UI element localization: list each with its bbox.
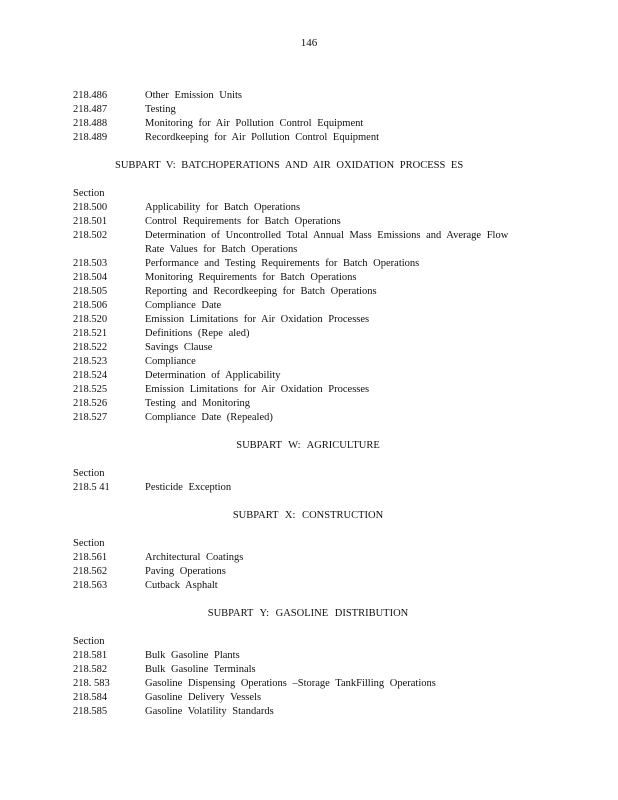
section-number: 218.489: [73, 132, 108, 143]
section-title: Pesticide Exception: [145, 482, 232, 493]
list-item: [73, 579, 543, 593]
section-number: 218.504: [73, 272, 108, 283]
subpart-x-heading: SUBPART X: CONSTRUCTION: [232, 510, 384, 521]
section-number: 218.505: [73, 286, 108, 297]
list-item: [73, 313, 543, 327]
section-number: 218.524: [73, 370, 108, 381]
list-item: [73, 327, 543, 341]
section-title: Emission Limitations for Air Oxidation Processes: [145, 314, 370, 325]
section-label: Section: [73, 636, 105, 647]
list-item: [73, 411, 543, 425]
list-item: [73, 551, 543, 565]
list-item: [73, 383, 543, 397]
list-item: [73, 691, 543, 705]
list-item: [73, 649, 543, 663]
subpart-w-list: [73, 481, 543, 495]
section-title: Testing: [145, 104, 176, 115]
list-item: [73, 201, 543, 215]
list-item: [73, 663, 543, 677]
section-title: Performance and Testing Requirements for Batch Operations: [145, 258, 420, 269]
section-title: Monitoring Requirements for Batch Operations: [145, 272, 357, 283]
section-title: Recordkeeping for Air Pollution Control Equipment: [145, 132, 380, 143]
section-number: 218.503: [73, 258, 108, 269]
section-title: Bulk Gasoline Terminals: [145, 664, 256, 675]
section-title: Paving Operations: [145, 566, 226, 577]
section-number: 218.585: [73, 706, 108, 717]
section-number: 218.525: [73, 384, 108, 395]
section-number: 218.506: [73, 300, 108, 311]
section-number: 218.523: [73, 356, 108, 367]
subpart-w-heading: SUBPART W: AGRICULTURE: [236, 440, 380, 451]
list-item: [73, 481, 543, 495]
section-number: 218.561: [73, 552, 108, 563]
section-title: Testing and Monitoring: [145, 398, 251, 409]
subpart-y-list: [73, 649, 543, 719]
table-of-contents: [73, 89, 543, 719]
section-title: Gasoline Dispensing Operations –Storage TankFilling Operations: [145, 678, 436, 689]
section-title: Compliance Date: [145, 300, 222, 311]
section-number: 218.5 41: [73, 482, 110, 493]
section-title: Compliance: [145, 356, 196, 367]
section-title: Emission Limitations for Air Oxidation Processes: [145, 384, 370, 395]
section-number: 218.562: [73, 566, 108, 577]
page-number: 146: [300, 37, 318, 49]
section-number: 218.502: [73, 230, 108, 241]
section-label: Section: [73, 188, 105, 199]
section-number: 218.487: [73, 104, 108, 115]
section-number: 218.584: [73, 692, 108, 703]
list-item: [73, 131, 543, 145]
subpart-y-heading: SUBPART Y: GASOLINE DISTRIBUTION: [207, 608, 409, 619]
section-label: Section: [73, 468, 105, 479]
list-item: [73, 397, 543, 411]
section-title: Monitoring for Air Pollution Control Equipment: [145, 118, 364, 129]
list-item: [73, 229, 543, 257]
section-number: 218.563: [73, 580, 108, 591]
section-number: 218.486: [73, 90, 108, 101]
list-item: [73, 257, 543, 271]
list-item: [73, 565, 543, 579]
section-title: Definitions (Repe aled): [145, 328, 250, 339]
section-title-line-1: Determination of Uncontrolled Total Annual Mass Emissions and Average Flow: [145, 230, 509, 241]
subpart-x-list: [73, 551, 543, 593]
subpart-v-heading: SUBPART V: BATCHOPERATIONS AND AIR OXIDATION PROCESS ES: [115, 160, 464, 171]
section-title: Architectural Coatings: [145, 552, 244, 563]
section-title: Other Emission Units: [145, 90, 242, 101]
section-number: 218.582: [73, 664, 108, 675]
list-item: [73, 705, 543, 719]
list-item: [73, 215, 543, 229]
list-item: [73, 271, 543, 285]
list-item: [73, 299, 543, 313]
section-number: 218.488: [73, 118, 108, 129]
section-title: Bulk Gasoline Plants: [145, 650, 240, 661]
section-number: 218.520: [73, 314, 108, 325]
list-item: [73, 89, 543, 103]
section-number: 218.500: [73, 202, 108, 213]
section-title: Gasoline Volatility Standards: [145, 706, 274, 717]
list-item: [73, 355, 543, 369]
section-label: Section: [73, 538, 105, 549]
list-item: [73, 117, 543, 131]
section-title: Applicability for Batch Operations: [145, 202, 301, 213]
list-item: [73, 369, 543, 383]
section-number: 218.522: [73, 342, 108, 353]
section-number: 218.581: [73, 650, 108, 661]
list-item: [73, 341, 543, 355]
subpart-v-list: [73, 201, 543, 425]
section-number: 218.527: [73, 412, 108, 423]
section-number: 218.501: [73, 216, 108, 227]
section-number: 218.521: [73, 328, 108, 339]
section-title: Savings Clause: [145, 342, 213, 353]
list-item: [73, 677, 543, 691]
section-title: Compliance Date (Repealed): [145, 412, 273, 423]
section-title: Reporting and Recordkeeping for Batch Operations: [145, 286, 377, 297]
section-title: Determination of Applicability: [145, 370, 281, 381]
list-item: [73, 285, 543, 299]
section-number: 218.526: [73, 398, 108, 409]
section-title-line-2: Rate Values for Batch Operations: [145, 244, 298, 255]
section-title: Cutback Asphalt: [145, 580, 218, 591]
section-title: Gasoline Delivery Vessels: [145, 692, 262, 703]
section-number: 218. 583: [73, 678, 110, 689]
top-section-list: [73, 89, 543, 145]
section-title: Control Requirements for Batch Operations: [145, 216, 341, 227]
section-title: [145, 229, 543, 257]
list-item: [73, 103, 543, 117]
